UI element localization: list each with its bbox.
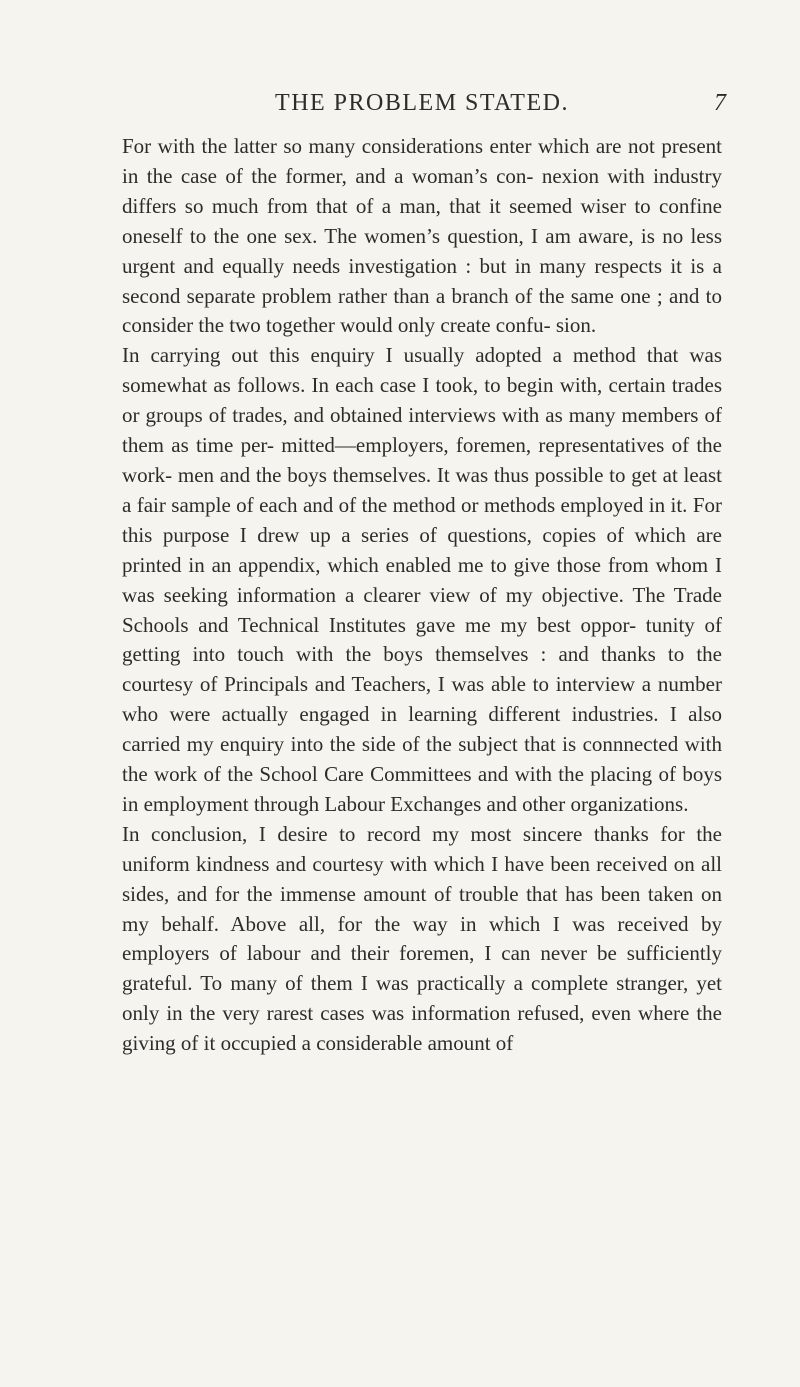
paragraph: For with the latter so many considerations enter which are not present in the case of the former, and a woman’s con- nexion with industry differs so much from that of a man, that it seemed wiser to confine oneself to the one sex. The women’s question, I am aware, is no less urgent and equally needs investigation : but in many respects it is a second separate problem rather than a branch of the same one ; and to consider the two together would only create confu- sion. <box>122 134 722 338</box>
paragraph: In conclusion, I desire to record my most sincere thanks for the uniform kindness and courtesy with which I have been received on all sides, and for the immense amount of trouble that has been taken on my behalf. Above all, for the way in which I was received by employers of labour and their foremen, I can never be sufficiently grateful. To many of them I was practically a complete stranger, yet only in the very rarest cases was information refused, even where the giving of it occupied a considerable amount of <box>122 821 722 1056</box>
paragraph: In carrying out this enquiry I usually adopted a method that was somewhat as follows. In each case I took, to begin with, certain trades or groups of trades, and obtained interviews with as many members of them as time per- mitted—employers, foremen, representatives of the work- men and the boys themselves. It was thus possible to get at least a fair sample of each and of the method or methods employed in it. For this purpose I drew up a series of questions, copies of which are printed in an appendix, which enabled me to give those from whom I was seeking information a clearer view of my objective. The Trade Schools and Technical Institutes gave me my best oppor- tunity of getting into touch with the boys themselves : and thanks to the courtesy of Principals and Teachers, I was able to interview a number who were actually engaged in learning different industries. I also carried my enquiry into the side of the subject that is connnected with the work of the School Care Committees and with the placing of boys in employment through Labour Exchanges and other organizations. <box>122 343 722 816</box>
running-head <box>122 88 726 118</box>
running-title: THE PROBLEM STATED. <box>275 90 569 116</box>
body-text <box>122 132 722 1059</box>
page-number: 7 <box>714 90 726 116</box>
